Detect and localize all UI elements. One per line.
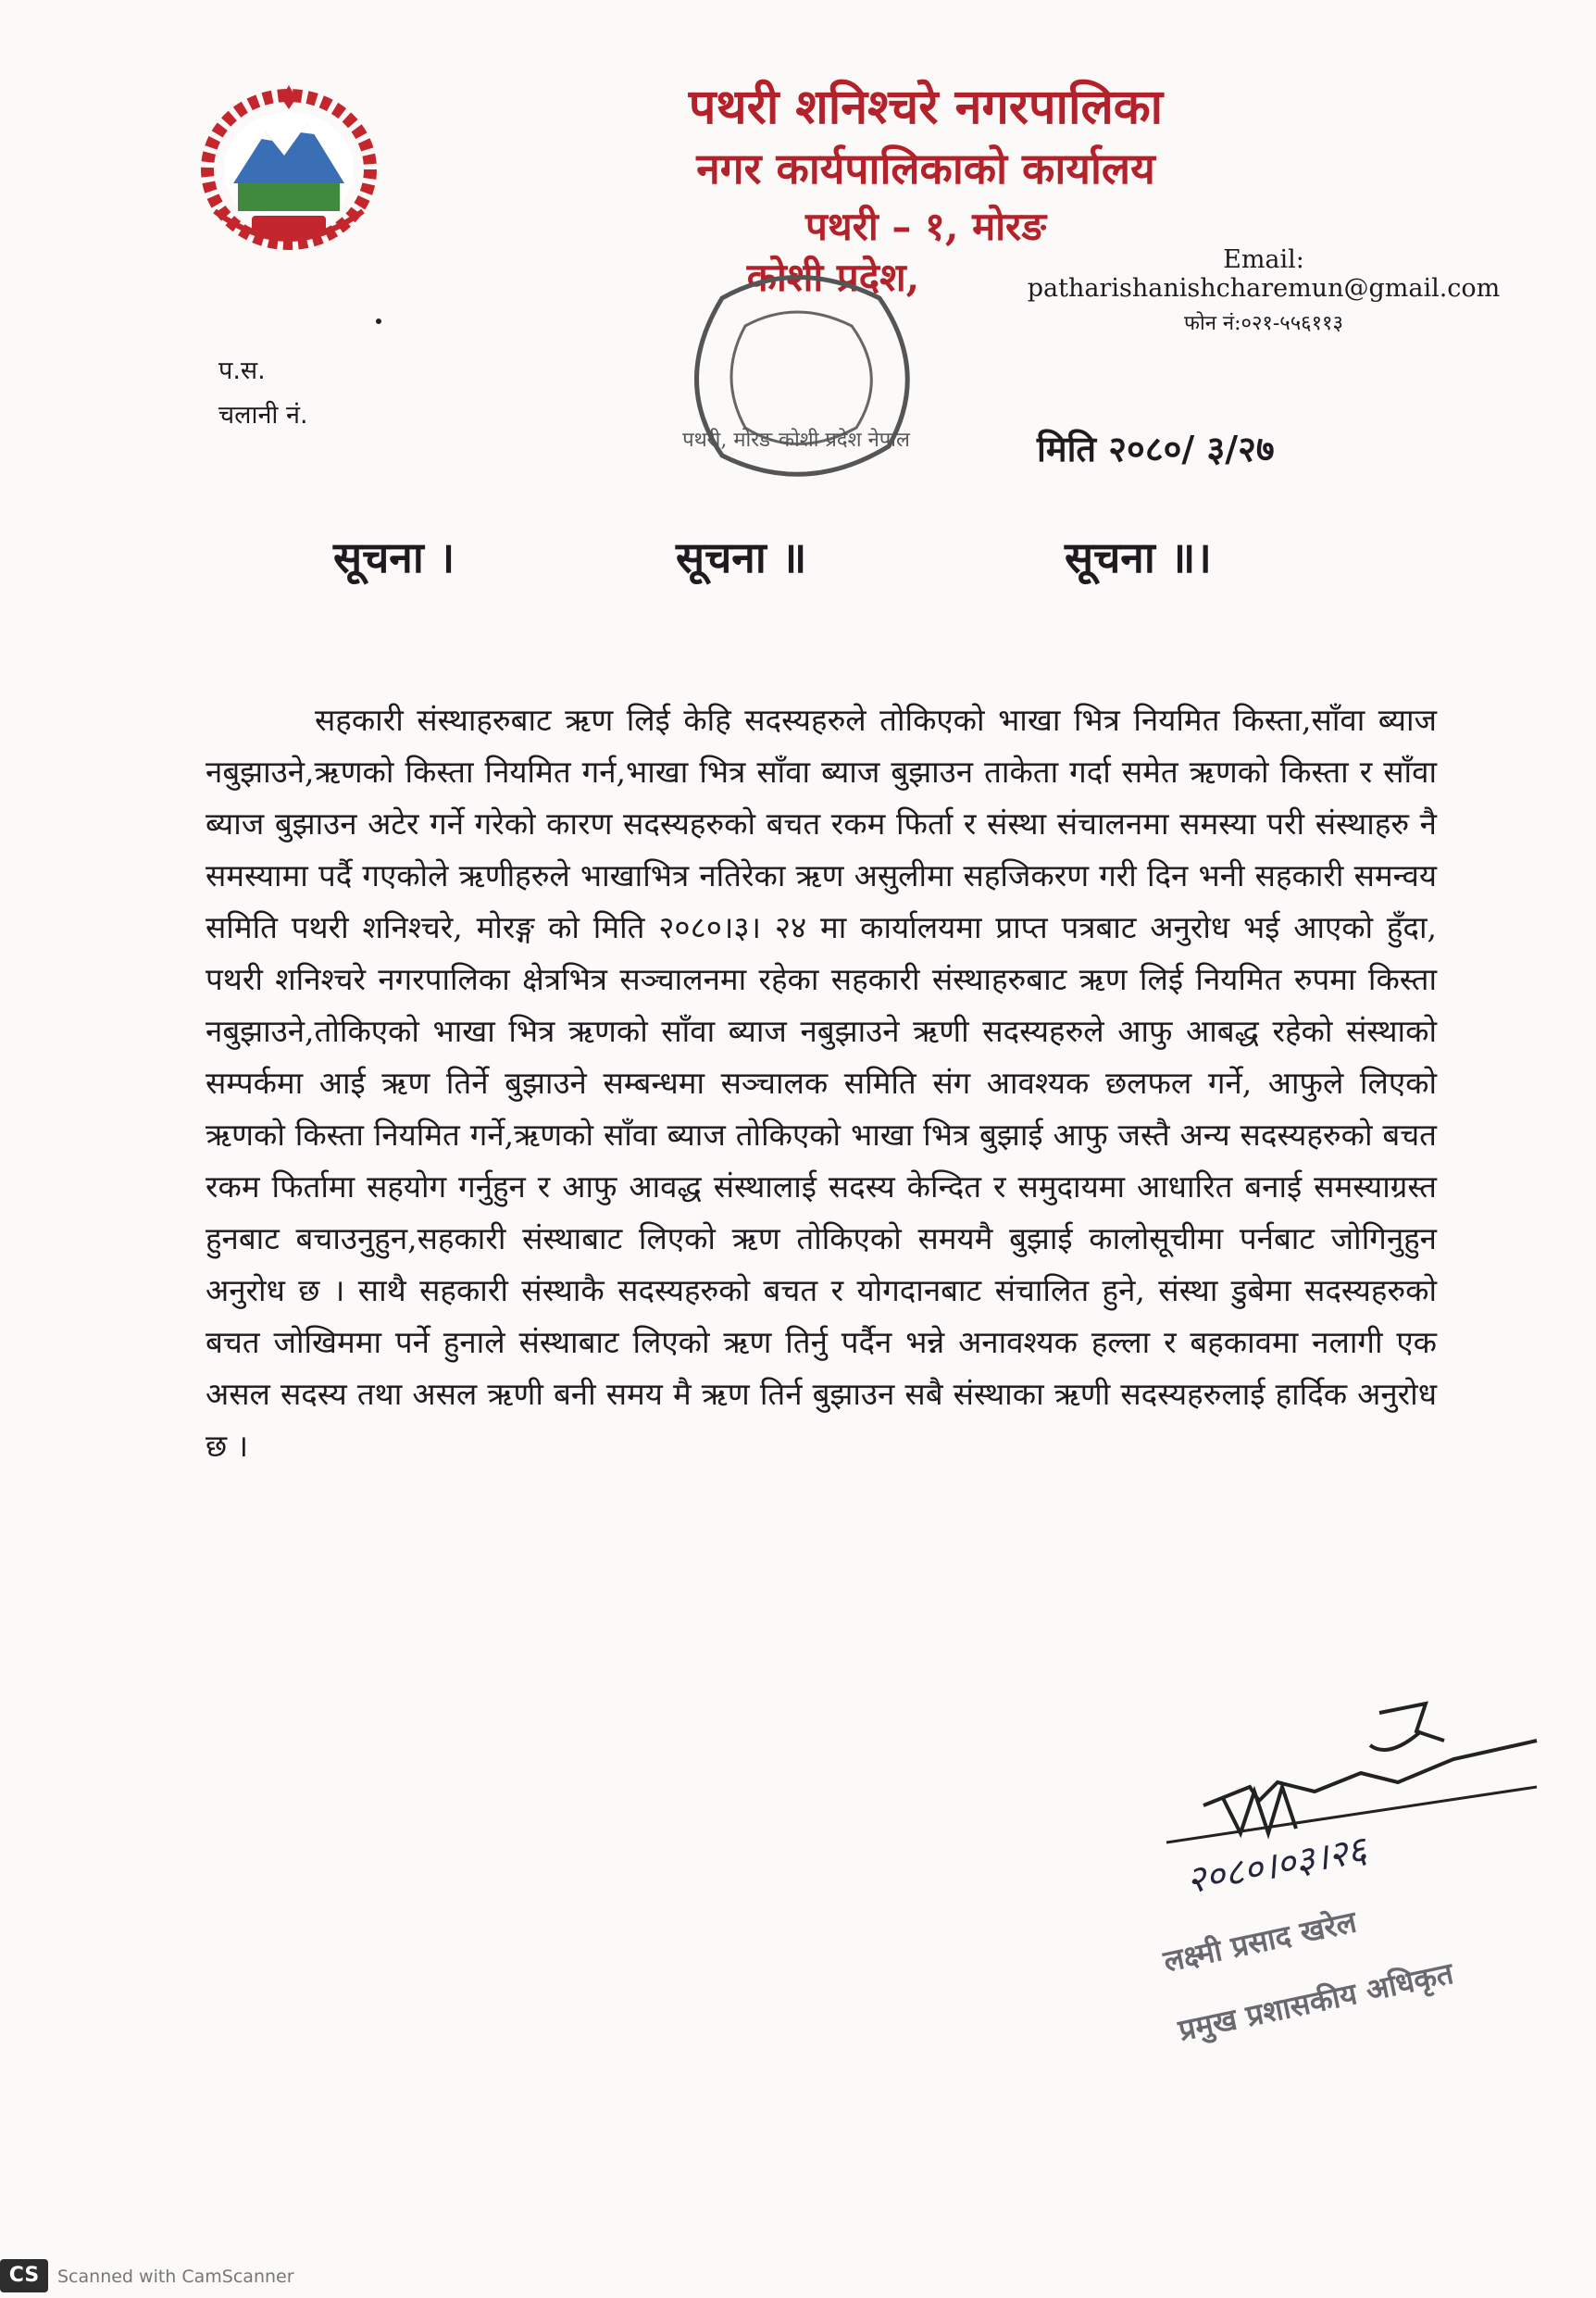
scan-dot — [376, 318, 381, 324]
phone-text: फोन नं:०२१-५५६११३ — [1184, 312, 1343, 335]
seal-text: पथरी, मोरङ कोशी प्रदेश नेपाल — [682, 429, 910, 452]
officer-title: प्रमुख प्रशासकीय अधिकृत — [1175, 1955, 1457, 2049]
handwritten-date: २०८०।०३।२६ — [1182, 1829, 1370, 1903]
chalani-label: चलानी नं. — [218, 401, 308, 430]
nepal-emblem-icon — [196, 81, 381, 257]
municipality-name: पथरी शनिश्चरे नगरपालिका — [688, 79, 1164, 135]
province-name: कोशी प्रदेश, — [746, 255, 920, 300]
office-seal-icon — [667, 261, 926, 493]
notice-heading-2: सूचना ॥ — [676, 532, 807, 582]
notice-body: सहकारी संस्थाहरुबाट ऋण लिई केहि सदस्यहरुले तोकिएको भाखा भित्र नियमित किस्ता,साँवा ब्याज नबुझाउने,ऋणको किस्ता नियमित गर्न,भाखा भित्र साँवा ब्याज बुझाउन ताकेता गर्दा समेत ऋणको किस्ता र साँवा ब्याज बुझाउन अटेर गर्ने गरेको कारण सदस्यहरुको बचत रकम फिर्ता र संस्था संचालनमा समस्या परी संस्थाहरु नै समस्यामा पर्दै गएकोले ऋणीहरुले भाखाभित्र नतिरेका ऋण असुलीमा सहजिकरण गरी दिन भनी सहकारी समन्वय समिति पथरी शनिश्चरे, मोरङ्ग को मिति २०८०।३। २४ मा कार्यालयमा प्राप्त पत्रबाट अनुरोध भई आएको हुँदा, पथरी शनिश्चरे नगरपालिका क्षेत्रभित्र सञ्चालनमा रहेका सहकारी संस्थाहरुबाट ऋण लिई नियमित रुपमा किस्ता नबुझाउने,तोकिएको भाखा भित्र ऋणको साँवा ब्याज नबुझाउने ऋणी सदस्यहरुले आफु आबद्ध रहेको संस्थाको सम्पर्कमा आई ऋण तिर्ने बुझाउने सम्बन्धमा सञ्चालक समिति संग आवश्यक छलफल गर्ने, आफुले लिएको ऋणको किस्ता नियमित गर्ने,ऋणको साँवा ब्याज तोकिएको भाखा भित्र बुझाई आफु जस्तै अन्य सदस्यहरुको बचत रकम फिर्तामा सहयोग गर्नुहुन र आफु आवद्ध संस्थालाई सदस्य केन्दित र समुदायमा आधारित बनाई समस्याग्रस्त हुनबाट बचाउनुहुन,सहकारी संस्थाबाट लिएको ऋण तोकिएको समयमै बुझाई कालोसूचीमा पर्नबाट जोगिनुहुन अनुरोध छ । साथै सहकारी संस्थाकै सदस्यहरुको बचत र योगदानबाट संचालित हुने, संस्था डुबेमा सदस्यहरुको बचत जोखिममा पर्ने हुनाले संस्थाबाट लिएको ऋण तिर्नु पर्दैन भन्ने अनावश्यक हल्ला र बहकावमा नलागी एक असल सदस्य तथा असल ऋणी बनी समय मै ऋण तिर्न बुझाउन सबै संस्थाका ऋणी सदस्यहरुलाई हार्दिक अनुरोध छ । — [206, 702, 1437, 1464]
camscanner-icon: CS — [0, 2259, 48, 2292]
reference-block — [218, 349, 308, 438]
office-name: नगर कार्यपालिकाको कार्यालय — [696, 144, 1155, 194]
scanner-watermark: Scanned with CamScanner — [57, 2267, 294, 2287]
officer-name: लक्ष्मी प्रसाद खरेल — [1160, 1904, 1360, 1980]
letter-date: मिति २०८०/ ३/२७ — [1037, 428, 1275, 469]
notice-heading-1: सूचना । — [333, 532, 455, 582]
email-text: Email: patharishanishcharemun@gmail.com — [1027, 245, 1501, 303]
notice-heading-3: सूचना ॥। — [1065, 532, 1212, 582]
contact-block — [1004, 245, 1523, 336]
office-address: पथरी – १, मोरङ — [804, 204, 1046, 249]
ps-label: प.स. — [218, 356, 266, 385]
